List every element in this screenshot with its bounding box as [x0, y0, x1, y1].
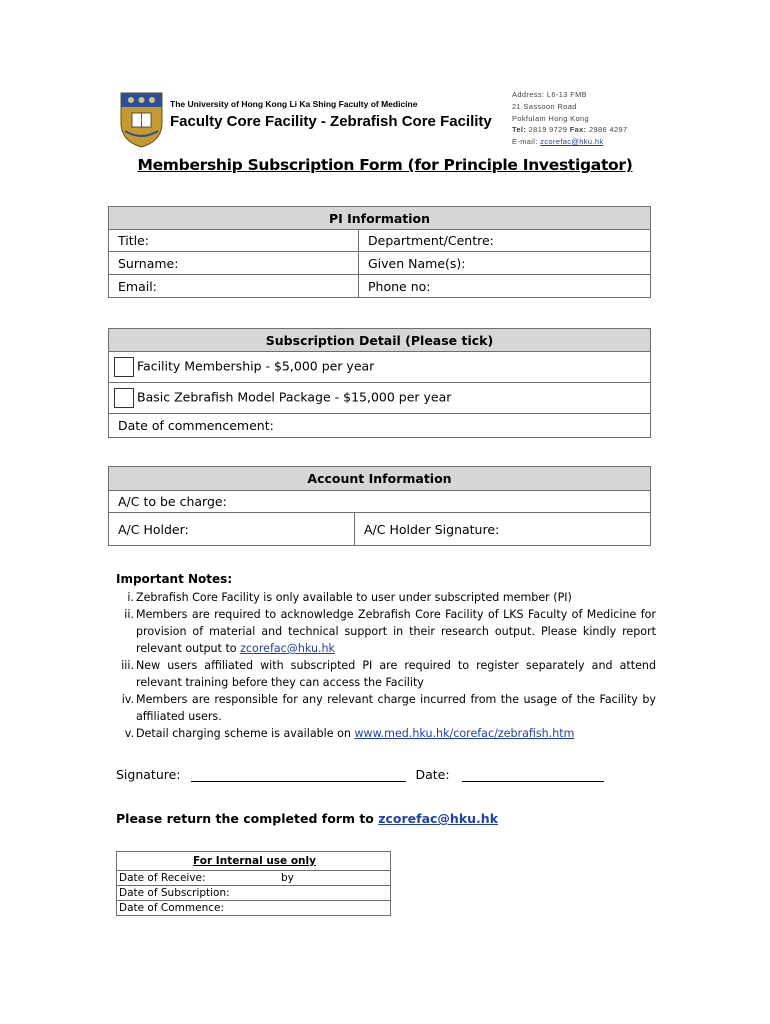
email-label: E-mail: — [512, 137, 538, 147]
account-heading: Account Information — [109, 467, 651, 491]
note-item — [116, 589, 656, 606]
basic-package-checkbox[interactable] — [114, 388, 134, 408]
facility-membership-checkbox[interactable] — [114, 357, 134, 377]
fax-value: 2986 4297 — [588, 125, 628, 135]
option2-label: Basic Zebrafish Model Package - $15,000 per year — [137, 389, 452, 405]
address-line-1: Address: L6-13 FMB — [512, 90, 587, 99]
option-facility-membership[interactable] — [109, 352, 651, 383]
ac-holder-field[interactable]: A/C Holder: — [109, 513, 355, 546]
note-text: Members are responsible for any relevant charge incurred from the usage of the Facility by affiliated users. — [136, 693, 656, 723]
signature-row — [116, 767, 604, 782]
tel-label: Tel: — [512, 125, 527, 135]
signature-line[interactable] — [191, 767, 406, 782]
note-text: Zebrafish Core Facility is only available to user under subscripted member (PI) — [136, 591, 572, 604]
option-basic-package[interactable] — [109, 383, 651, 414]
internal-heading: For Internal use only — [117, 852, 391, 871]
date-of-subscription-label: Date of Subscription: — [117, 886, 391, 901]
header-email-link[interactable]: zcorefac@hku.hk — [540, 137, 604, 147]
facility-name: Faculty Core Facility - Zebrafish Core Facility — [170, 113, 492, 130]
title-field[interactable]: Title: — [109, 230, 359, 252]
signature-label: Signature: — [116, 767, 181, 782]
note-number: ii. — [124, 608, 134, 621]
tel-value: 2819 9729 — [528, 125, 568, 135]
note-item — [116, 657, 656, 691]
commencement-field[interactable]: Date of commencement: — [109, 414, 651, 438]
phone-field[interactable]: Phone no: — [359, 275, 651, 298]
charging-scheme-link[interactable]: www.med.hku.hk/corefac/zebrafish.htm — [354, 727, 575, 740]
ac-signature-field[interactable]: A/C Holder Signature: — [355, 513, 651, 546]
date-line[interactable] — [462, 767, 604, 782]
note-item — [116, 606, 656, 657]
notes-list — [116, 589, 656, 742]
hku-crest-logo — [119, 91, 164, 149]
internal-use-table — [116, 851, 391, 916]
note-number: v. — [124, 727, 134, 740]
pi-info-heading: PI Information — [109, 207, 651, 230]
note-item — [116, 691, 656, 725]
surname-field[interactable]: Surname: — [109, 252, 359, 275]
date-label: Date: — [415, 767, 450, 782]
account-table — [108, 466, 651, 546]
subscription-table — [108, 328, 651, 438]
by-label: by — [279, 871, 391, 886]
note-text: New users affiliated with subscripted PI are required to register separately and attend relevant training before they can access the Facility — [136, 659, 656, 689]
return-email-link[interactable]: zcorefac@hku.hk — [378, 811, 499, 826]
subscription-heading: Subscription Detail (Please tick) — [109, 329, 651, 352]
fax-label: Fax: — [569, 125, 587, 135]
option1-label: Facility Membership - $5,000 per year — [137, 358, 375, 374]
department-field[interactable]: Department/Centre: — [359, 230, 651, 252]
note-text: Members are required to acknowledge Zebrafish Core Facility of LKS Faculty of Medicine for provision of material and technical support in their research output. Please kindly report relevant output to — [136, 608, 656, 655]
form-title: Membership Subscription Form (for Principle Investigator) — [137, 156, 633, 174]
email-field[interactable]: Email: — [109, 275, 359, 298]
note-text: Detail charging scheme is available on — [136, 727, 355, 740]
date-of-commence-label: Date of Commence: — [117, 901, 391, 916]
note-number: iv. — [121, 693, 134, 706]
pi-information-table — [108, 206, 651, 298]
note-number: iii. — [121, 659, 134, 672]
note-item — [116, 725, 656, 742]
given-name-field[interactable]: Given Name(s): — [359, 252, 651, 275]
return-text: Please return the completed form to — [116, 811, 379, 826]
address-line-2: 21 Sassoon Road — [512, 101, 577, 111]
address-line-3: Pokfulam Hong Kong — [512, 113, 590, 123]
note-number: i. — [127, 591, 134, 604]
tel-fax-line — [512, 124, 628, 136]
notes-email-link[interactable]: zcorefac@hku.hk — [240, 642, 335, 655]
email-line — [512, 136, 628, 148]
university-name: The University of Hong Kong Li Ka Shing Faculty of Medicine — [170, 99, 418, 109]
contact-block — [512, 89, 628, 148]
notes-heading: Important Notes: — [116, 572, 233, 586]
important-notes — [116, 571, 656, 742]
date-of-receive-label: Date of Receive: — [117, 871, 280, 886]
return-instruction — [116, 811, 498, 826]
ac-charge-field[interactable]: A/C to be charge: — [109, 491, 651, 513]
